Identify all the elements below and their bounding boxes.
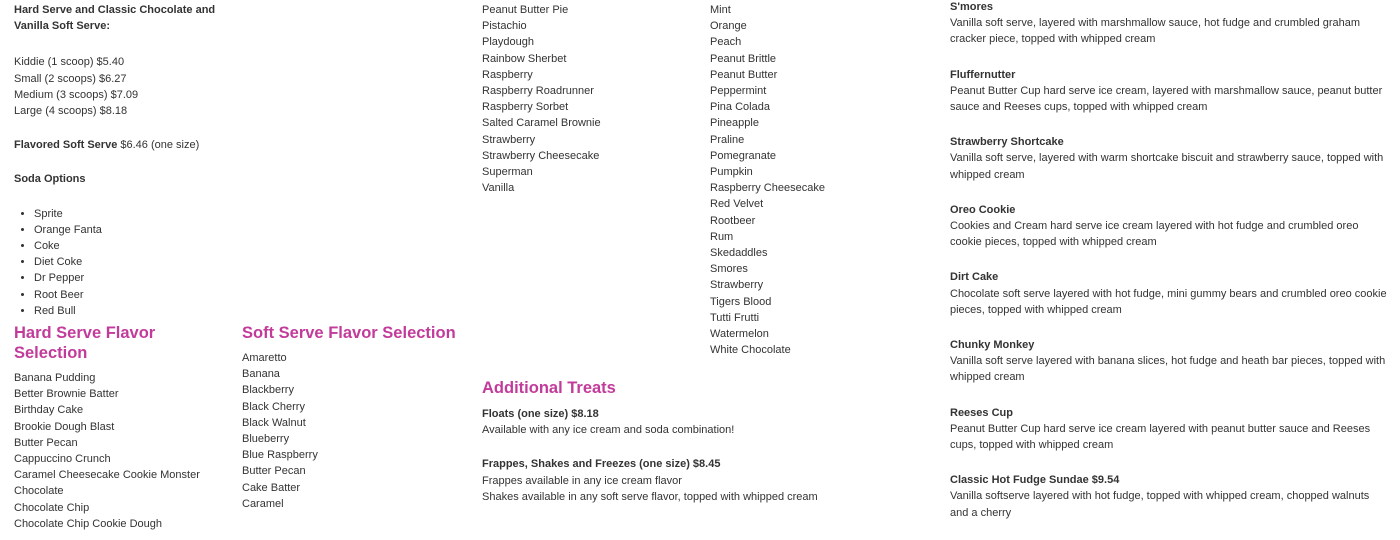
flavor-item: Peanut Brittle [710,52,777,65]
flavor-item: Watermelon [710,328,769,341]
price-item: Large (4 scoops) $8.18 [14,105,128,118]
flavor-item: Raspberry Roadrunner [482,85,594,98]
flavor-item: Pomegranate [710,149,777,162]
flavor-item: Praline [710,133,745,146]
sundae-description: Vanilla soft serve layered with banana slices, hot fudge and heath bar pieces, topped with whipped cream [950,355,1386,384]
flavor-item: Butter Pecan [242,465,306,478]
hard-serve-section [14,323,229,532]
additional-treats-section [482,378,882,505]
sundae-name: Fluffernutter [950,68,1016,81]
flavor-item: Rootbeer [710,214,756,227]
additional-treats-title: Additional Treats [482,379,616,397]
flavor-item: Pina Colada [710,101,770,114]
soft-serve-flavor-list-continued [482,2,697,196]
flavored-soft-serve-price [14,137,229,153]
flavor-item: Skedaddles [710,247,768,260]
flavor-item: Peanut Butter [710,68,778,81]
sundae-description: Vanilla soft serve, layered with warm shortcake biscuit and strawberry sauce, topped with whipped cream [950,152,1384,181]
flavor-item: Pineapple [710,117,759,130]
flavor-item: Strawberry [482,133,536,146]
soda-item: • Coke [34,238,229,254]
sundae-description: Chocolate soft serve layered with hot fudge, mini gummy bears and crumbled oreo cookie pieces, topped with whipped cream [950,287,1387,316]
sundae-description: Peanut Butter Cup hard serve ice cream, layered with marshmallow sauce, peanut butter sauce and Reeses cups, topped with whipped cream [950,84,1383,114]
frappes-description: Frappes available in any ice cream flavor [482,474,682,487]
flavor-item: Cappuccino Crunch [14,453,111,466]
flavor-item: Red Velvet [710,198,764,211]
price-list [14,54,229,119]
flavor-item: Pumpkin [710,166,753,179]
flavor-item: Chocolate [14,485,64,498]
flavor-item: Rum [710,230,734,243]
sundae-name: Classic Hot Fudge Sundae $9.54 [950,474,1120,487]
soda-list [14,206,229,319]
sundae-item [950,472,1390,521]
sundae-description: Peanut Butter Cup hard serve ice cream layered with peanut butter sauce and Reeses cups, topped with whipped cream [950,422,1371,452]
sundae-item [950,269,1390,318]
flavor-item: Tigers Blood [710,295,772,308]
flavor-item: Brookie Dough Blast [14,420,115,433]
flavor-item: Butter Pecan [14,436,78,449]
flavor-item: Vanilla [482,182,515,195]
sundae-description: Vanilla soft serve, layered with marshmallow sauce, hot fudge and crumbled graham cracker piece, topped with whipped cream [950,17,1361,46]
flavor-item: Raspberry Cheesecake [710,182,825,195]
flavor-item: Tutti Frutti [710,311,760,324]
flavor-item: Blueberry [242,433,290,446]
flavor-item: Banana [242,368,280,381]
flavor-item: Chocolate Chip [14,501,90,514]
soda-item: • Root Beer [34,287,229,303]
flavor-item: Caramel [242,497,284,510]
flavor-item: Black Walnut [242,416,306,429]
flavor-item: Banana Pudding [14,372,96,384]
flavor-item: White Chocolate [710,344,791,357]
sundae-item [950,337,1390,386]
hard-serve-flavor-list [14,370,229,532]
flavor-item: Mint [710,4,731,16]
flavor-item: Blue Raspberry [242,449,318,462]
price-item: Small (2 scoops) $6.27 [14,72,127,85]
soft-serve-section [242,323,467,512]
sundae-item [950,405,1390,454]
soda-item: • Sprite [34,206,229,222]
soft-serve-flavor-list-more [710,2,925,358]
soft-serve-flavor-list [242,350,467,512]
sundae-item [950,67,1390,116]
flavor-item: Peanut Butter Pie [482,4,569,16]
floats-label: Floats (one size) $8.18 [482,408,599,420]
flavor-item: Blackberry [242,384,294,397]
flavor-item: Smores [710,263,748,276]
pricing-column [14,2,229,319]
flavor-item: Peach [710,36,742,49]
sundae-item [950,202,1390,251]
frappes-label: Frappes, Shakes and Freezes (one size) $8.45 [482,458,721,471]
flavor-item: Superman [482,166,533,179]
flavor-item: Chocolate Chip Cookie Dough [14,517,162,530]
sundae-description: Vanilla softserve layered with hot fudge, topped with whipped cream, chopped walnuts and a cherry [950,490,1370,519]
sundae-name: S'mores [950,1,993,13]
flavor-item: Raspberry Sorbet [482,101,569,114]
soda-item: • Red Bull [34,303,229,319]
flavor-item: Black Cherry [242,400,305,413]
flavor-item: Strawberry Cheesecake [482,149,600,162]
flavor-item: Orange [710,20,747,33]
flavored-price: $6.46 (one size) [117,139,200,152]
price-item: Medium (3 scoops) $7.09 [14,88,139,101]
sundae-name: Oreo Cookie [950,203,1016,216]
flavor-item: Rainbow Sherbet [482,52,567,65]
sundae-name: Reeses Cup [950,406,1013,419]
floats-description: Available with any ice cream and soda combination! [482,424,735,437]
soda-item: • Dr Pepper [34,270,229,286]
flavor-item: Strawberry [710,279,764,292]
sundae-item [950,134,1390,183]
price-item: Kiddie (1 scoop) $5.40 [14,56,125,69]
sundae-item [950,0,1390,48]
sundae-name: Chunky Monkey [950,339,1035,352]
flavor-item: Caramel Cheesecake Cookie Monster [14,469,200,482]
hard-serve-title: Hard Serve Flavor Selection [14,324,156,362]
flavor-item: Pistachio [482,20,527,33]
flavor-item: Amaretto [242,352,287,364]
soda-options-title: Soda Options [14,173,86,186]
shakes-description: Shakes available in any soft serve flavor, topped with whipped cream [482,490,818,503]
sundae-description: Cookies and Cream hard serve ice cream layered with hot fudge and crumbled oreo cookie pieces, topped with whipped cream [950,220,1359,249]
pricing-header: Hard Serve and Classic Chocolate and Vanilla Soft Serve: [14,4,216,33]
sundae-name: Dirt Cake [950,271,999,284]
flavor-item: Playdough [482,36,534,49]
flavor-item: Birthday Cake [14,404,84,417]
flavored-label: Flavored Soft Serve [14,139,118,152]
sundae-list [950,0,1390,540]
flavor-item: Salted Caramel Brownie [482,117,601,130]
soda-item: • Diet Coke [34,254,229,270]
flavor-item: Cake Batter [242,481,301,494]
soda-item: • Orange Fanta [34,222,229,238]
flavor-item: Better Brownie Batter [14,388,119,401]
flavor-item: Raspberry [482,68,533,81]
sundae-name: Strawberry Shortcake [950,136,1064,149]
soft-serve-title: Soft Serve Flavor Selection [242,324,456,342]
flavor-item: Peppermint [710,85,767,98]
